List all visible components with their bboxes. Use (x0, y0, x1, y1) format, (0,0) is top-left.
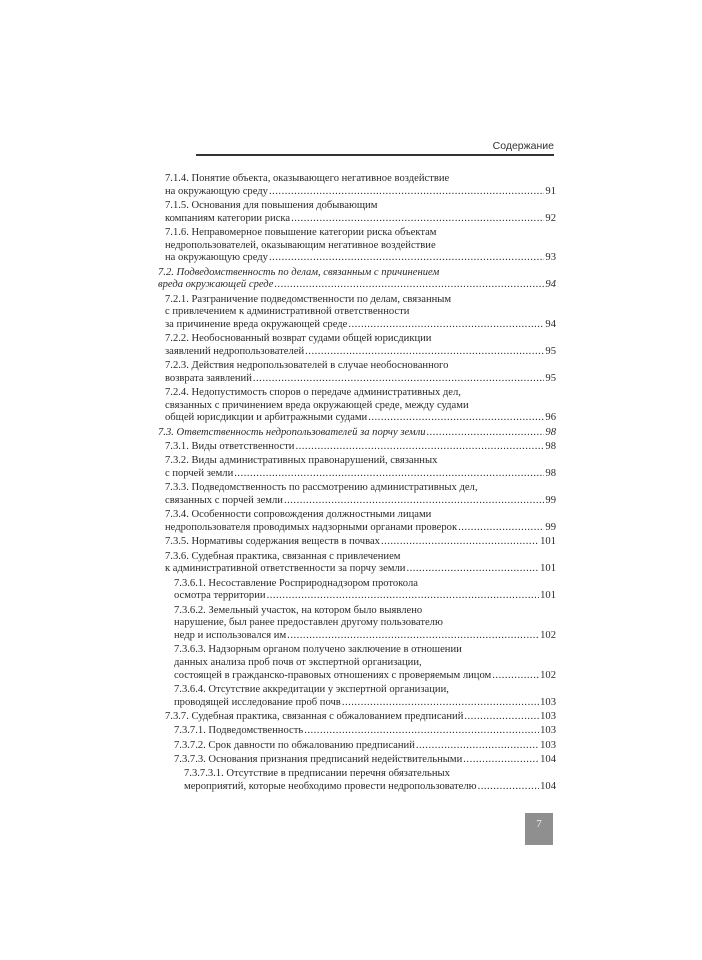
toc-entry-last-line (174, 740, 556, 753)
toc-page-number: 104 (540, 781, 556, 793)
toc-entry-last-line (174, 590, 556, 603)
toc-entry-last-line (165, 412, 556, 425)
toc-entry-text: 7.3.7. Судебная практика, связанная с обжалованием предписаний (165, 710, 464, 722)
toc-entry-line: 7.2.1. Разграничение подведомственности по делам, связанным (165, 293, 452, 305)
toc-entry-line: 7.3.2. Виды административных правонарушений, связанных (165, 455, 438, 467)
toc-entry-line: 7.3.6.1. Несоставление Росприроднадзором протокола (174, 577, 418, 589)
dot-leader (463, 754, 539, 767)
toc-page-number: 93 (545, 252, 556, 264)
toc-entry-last-line (184, 781, 556, 794)
toc-page-number: 99 (545, 495, 556, 507)
toc-entry (158, 754, 556, 767)
toc-entry (158, 227, 556, 265)
toc-page-number: 99 (545, 522, 556, 533)
toc-section-entry (158, 267, 556, 292)
toc-entry-line: 7.3.6.4. Отсутствие аккредитации у экспертной организации, (174, 683, 449, 695)
toc-entry-text: 7.3.1. Виды ответственности (165, 441, 295, 453)
toc-entry-last-line (158, 279, 556, 292)
toc-page-number: 101 (540, 563, 556, 575)
toc-entry-text: компаниям категории риска (165, 212, 291, 224)
dot-leader (234, 468, 544, 481)
toc-entry (158, 578, 556, 603)
toc-entry-text: 7.3.7.1. Подведомственность (174, 725, 304, 737)
toc-entry-text: на окружающую среду (165, 185, 268, 197)
dot-leader (269, 252, 544, 265)
dot-leader (267, 590, 540, 603)
dot-leader (492, 670, 539, 683)
toc-entry-line: 7.2.4. Недопустимость споров о передаче административных дел, (165, 387, 461, 399)
dot-leader (458, 522, 544, 535)
toc-entry-line: 7.2.2. Необоснованный возврат судами общей юрисдикции (165, 333, 432, 345)
toc-entry-text: мероприятий, которые необходимо провести недропользователю (184, 781, 477, 793)
toc-page-number: 103 (540, 725, 556, 737)
toc-page-number: 98 (545, 441, 556, 453)
toc-entry-text: за причинение вреда окружающей среде (165, 318, 348, 330)
dot-leader (291, 213, 544, 226)
toc-entry (158, 455, 556, 480)
toc-entry (158, 644, 556, 682)
toc-entry-text: связанных с порчей земли (165, 495, 283, 507)
toc-entry (158, 387, 556, 425)
toc-entry (158, 684, 556, 709)
toc-entry-text: возврата заявлений (165, 372, 252, 384)
toc-entry-line: 7.3.6. Судебная практика, связанная с привлечением (165, 550, 401, 562)
page-number-box (525, 813, 553, 845)
toc-page-number: 94 (545, 318, 556, 330)
toc-entry-text: состоящей в гражданско-правовых отношениях с проверяемым лицом (174, 669, 492, 681)
toc-entry-last-line (165, 495, 556, 508)
toc-entry-text: недр и использовался им (174, 629, 287, 641)
toc-page-number: 95 (545, 345, 556, 357)
dot-leader (295, 441, 544, 454)
toc-entry (158, 725, 556, 738)
toc-page-number: 101 (540, 590, 556, 602)
dot-leader (304, 725, 539, 738)
toc-entry (158, 536, 556, 549)
toc-entry-text: 7.3. Ответственность недропользователей за порчу земли (158, 426, 426, 438)
dot-leader (284, 495, 544, 508)
toc-entry-text: 7.3.5. Нормативы содержания веществ в почвах (165, 536, 380, 548)
toc-entry-line: данных анализа проб почв от экспертной организации, (174, 656, 422, 668)
dot-leader (269, 186, 544, 199)
toc-page-number: 91 (545, 185, 556, 197)
toc-entry-line: 7.1.5. Основания для повышения добывающим (165, 199, 378, 211)
toc-entry-last-line (165, 373, 556, 386)
toc-entry-last-line (165, 252, 556, 265)
toc-entry-last-line (165, 441, 556, 454)
toc-entry-last-line (165, 186, 556, 199)
toc-entry-last-line (165, 468, 556, 481)
toc-entry (158, 173, 556, 198)
toc-page-number: 98 (545, 426, 556, 438)
toc-entry-last-line (174, 754, 556, 767)
dot-leader (368, 412, 544, 425)
toc-section-entry (158, 427, 556, 440)
toc-entry-last-line (165, 711, 556, 724)
toc-entry-text: недропользователя проводимых надзорными органами проверок (165, 522, 458, 533)
toc-entry-last-line (174, 725, 556, 738)
toc-entry-line: 7.3.6.2. Земельный участок, на котором было выявлено (174, 604, 423, 616)
toc-entry (158, 711, 556, 724)
toc-entry (158, 551, 556, 576)
toc-entry-text: 7.3.7.2. Срок давности по обжалованию предписаний (174, 739, 415, 751)
toc-entry-text: осмотра территории (174, 590, 266, 602)
toc-entry (158, 441, 556, 454)
toc-page-number: 95 (545, 372, 556, 384)
toc-entry-text: общей юрисдикции и арбитражными судами (165, 412, 368, 424)
toc-entry-line: недропользователей, оказывающим негативное воздействие (165, 239, 436, 251)
toc-entry-text: проводящей исследование проб почв (174, 696, 341, 708)
toc-entry-line: 7.2.3. Действия недропользователей в случае необоснованного (165, 360, 449, 372)
toc-entry (158, 360, 556, 385)
dot-leader (381, 536, 539, 549)
toc-entry-last-line (165, 563, 556, 576)
toc-entry (158, 333, 556, 358)
toc-page-number: 102 (540, 629, 556, 641)
toc-entry-last-line (165, 213, 556, 226)
toc-entry (158, 482, 556, 507)
toc-entry-last-line (158, 427, 556, 440)
toc-entry-line: нарушение, был ранее предоставлен другому пользователю (174, 617, 443, 629)
toc-entry-last-line (165, 319, 556, 332)
toc-entry-text: с порчей земли (165, 468, 234, 480)
dot-leader (478, 781, 540, 794)
toc-entry-line: 7.3.7.3.1. Отсутствие в предписании перечня обязательных (184, 768, 450, 780)
toc-entry (158, 200, 556, 225)
running-header-title: Содержание (492, 140, 554, 152)
toc-entry (158, 509, 556, 534)
toc-page-number: 103 (540, 710, 556, 722)
toc-entry-line: 7.2. Подведомственность по делам, связанным с причинением (158, 266, 440, 278)
dot-leader (427, 427, 545, 440)
toc-page-number: 104 (540, 754, 556, 766)
table-of-contents (158, 173, 556, 794)
toc-entry-line: 7.1.6. Неправомерное повышение категории риска объектам (165, 226, 437, 238)
toc-entry-last-line (165, 522, 556, 535)
toc-entry-line: 7.3.3. Подведомственность по рассмотрению административных дел, (165, 482, 478, 494)
toc-entry-line: 7.3.6.3. Надзорным органом получено заключение в отношении (174, 644, 462, 656)
dot-leader (253, 373, 545, 386)
toc-entry-text: 7.3.7.3. Основания признания предписаний недействительными (174, 754, 463, 766)
toc-entry (158, 605, 556, 643)
toc-entry-line: с привлечением к административной ответственности (165, 306, 410, 318)
dot-leader (305, 346, 544, 359)
header-rule (196, 154, 554, 156)
toc-page-number: 101 (540, 536, 556, 548)
dot-leader (406, 563, 539, 576)
toc-page-number: 98 (545, 468, 556, 480)
toc-entry (158, 294, 556, 332)
toc-page-number: 102 (540, 669, 556, 681)
dot-leader (342, 697, 539, 710)
toc-entry-line: 7.3.4. Особенности сопровождения должностными лицами (165, 509, 432, 521)
toc-page-number: 92 (545, 212, 556, 224)
toc-page-number: 96 (545, 412, 556, 424)
toc-entry-last-line (174, 630, 556, 643)
dot-leader (287, 630, 539, 643)
toc-entry (158, 768, 556, 793)
toc-entry-text: заявлений недропользователей (165, 345, 305, 357)
dot-leader (464, 711, 539, 724)
toc-page-number: 103 (540, 696, 556, 708)
toc-entry-text: на окружающую среду (165, 252, 268, 264)
toc-entry-text: вреда окружающей среде (158, 279, 274, 291)
toc-entry-line: связанных с причинением вреда окружающей среде, между судами (165, 399, 469, 411)
page-number: 7 (536, 818, 542, 830)
toc-entry (158, 740, 556, 753)
toc-entry-last-line (174, 697, 556, 710)
dot-leader (275, 279, 545, 292)
dot-leader (416, 740, 539, 753)
dot-leader (348, 319, 544, 332)
toc-entry-last-line (165, 346, 556, 359)
toc-entry-last-line (174, 670, 556, 683)
toc-entry-line: 7.1.4. Понятие объекта, оказывающего негативное воздействие (165, 173, 450, 184)
toc-entry-last-line (165, 536, 556, 549)
toc-page-number: 94 (545, 279, 556, 291)
toc-entry-text: к административной ответственности за порчу земли (165, 563, 406, 575)
toc-page-number: 103 (540, 739, 556, 751)
